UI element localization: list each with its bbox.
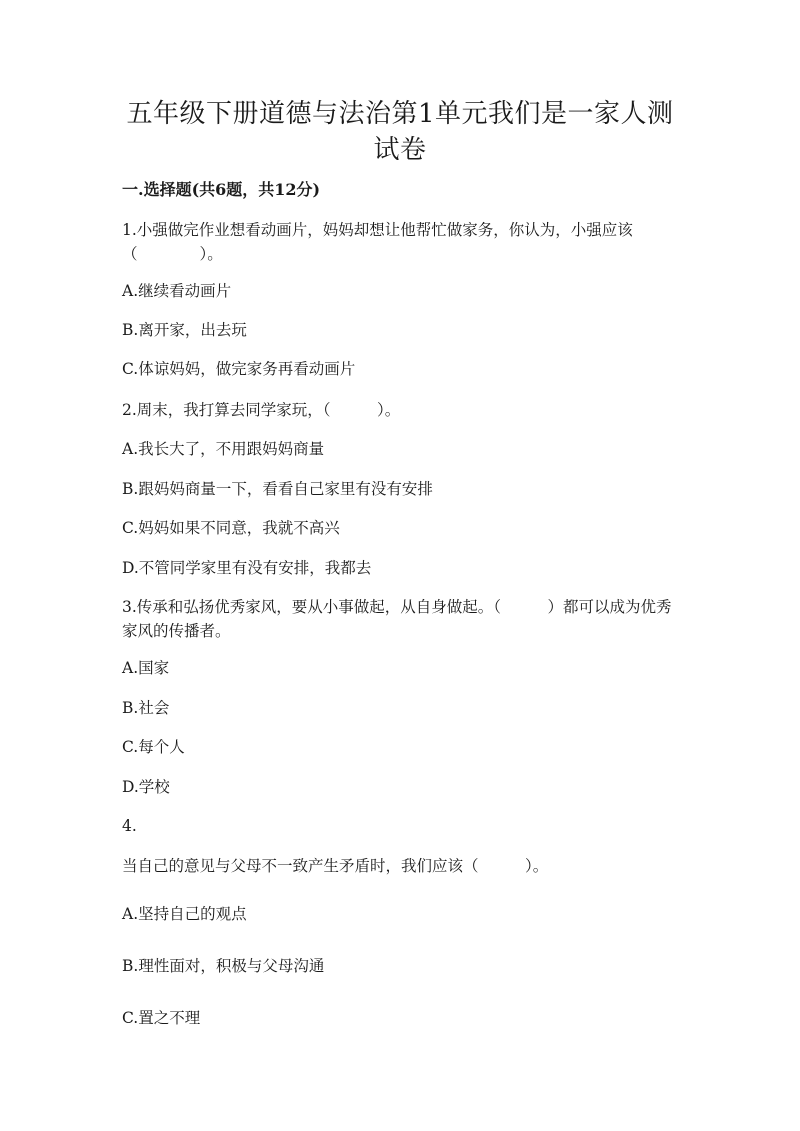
page-title: 五年级下册道德与法治第1单元我们是一家人测试卷 bbox=[126, 99, 674, 165]
question-1-option-c: C.体谅妈妈，做完家务再看动画片 bbox=[122, 360, 356, 378]
question-2-option-a: A.我长大了，不用跟妈妈商量 bbox=[122, 440, 325, 458]
question-4-option-a: A.坚持自己的观点 bbox=[122, 905, 247, 923]
question-3-option-c: C.每个人 bbox=[122, 738, 185, 756]
question-2-option-c: C.妈妈如果不同意，我就不高兴 bbox=[122, 519, 340, 537]
question-3-option-b: B.社会 bbox=[122, 699, 170, 717]
question-1-option-a: A.继续看动画片 bbox=[122, 282, 232, 300]
question-4-option-b: B.理性面对，积极与父母沟通 bbox=[122, 957, 325, 975]
question-1-option-b: B.离开家，出去玩 bbox=[122, 321, 247, 339]
question-3-option-d: D.学校 bbox=[122, 778, 170, 796]
question-3-option-a: A.国家 bbox=[122, 659, 170, 677]
question-4-option-c: C.置之不理 bbox=[122, 1009, 201, 1027]
question-1-stem: 1.小强做完作业想看动画片，妈妈却想让他帮忙做家务，你认为，小强应该（ ）。 bbox=[122, 221, 633, 263]
question-2-stem: 2.周末，我打算去同学家玩，（ ）。 bbox=[122, 401, 401, 419]
question-4-number: 4. bbox=[122, 817, 137, 835]
section-heading: 一.选择题(共6题，共12分) bbox=[122, 180, 321, 199]
question-2-option-d: D.不管同学家里有没有安排，我都去 bbox=[122, 559, 372, 577]
question-3-stem: 3.传承和弘扬优秀家风，要从小事做起，从自身做起。（ ）都可以成为优秀家风的传播者。 bbox=[122, 598, 672, 640]
question-2-option-b: B.跟妈妈商量一下，看看自己家里有没有安排 bbox=[122, 480, 433, 498]
question-4-stem: 当自己的意见与父母不一致产生矛盾时，我们应该（ ）。 bbox=[122, 857, 549, 875]
